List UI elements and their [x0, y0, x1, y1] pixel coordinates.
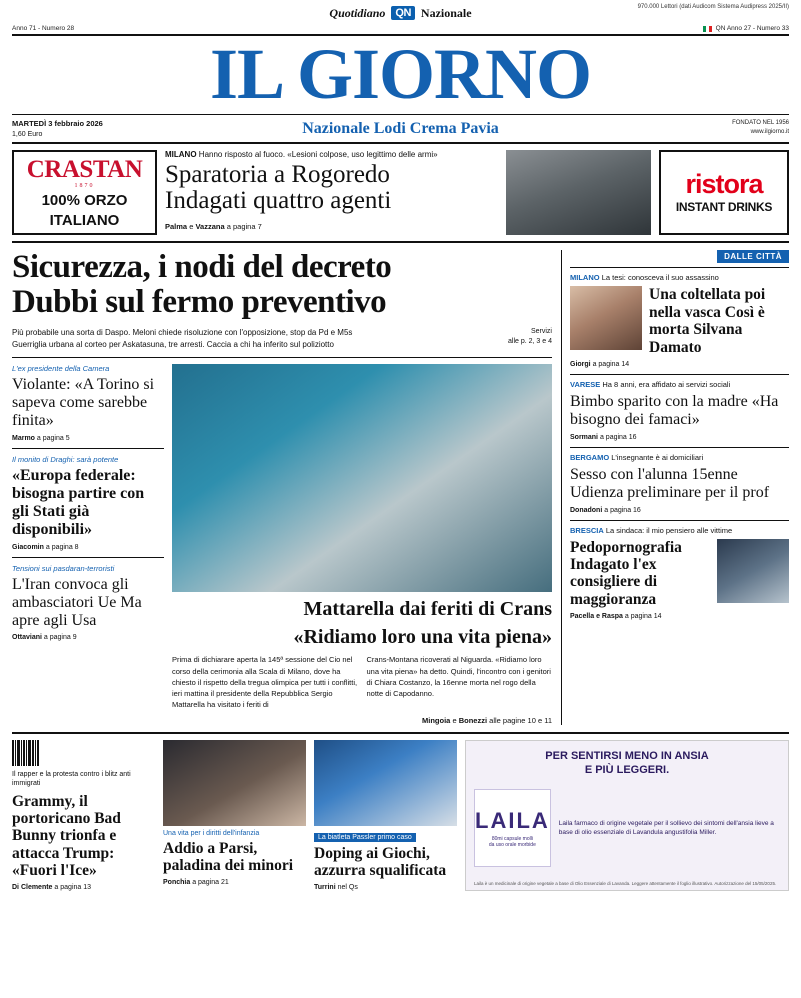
ad-laila-body	[466, 782, 788, 880]
dalle-citta-badge: DALLE CITTÀ	[717, 250, 789, 263]
ristora-sub: INSTANT DRINKS	[675, 200, 773, 215]
side-article-3[interactable]	[12, 564, 164, 648]
side-byline-3-page: a pagina 9	[43, 634, 77, 642]
center-byline-join: e	[452, 715, 457, 725]
bottom-byline-1-page: a pagina 13	[54, 884, 92, 892]
ad-laila-footer: Laila è un medicinale di origine vegetale a base di Olio Essenziale di Lavanda. Leggere attentamente il foglio illustrativo. Autorizzazione del 15/05/2025.	[474, 880, 777, 886]
city-kicker-text-3: L'insegnante è ai domiciliari	[611, 452, 704, 462]
lead-subtitle-line2: Guerriglia urbana al corteo per Askatasuna, tre arresti. Caccia a chi ha inferito sul poliziotto	[12, 340, 334, 350]
bottom-byline-1	[12, 884, 155, 891]
banner-byline-a: Palma	[165, 222, 188, 232]
bottom-label-2: Una vita per i diritti dell'infanzia	[163, 829, 260, 837]
city-byline-1-name: Giorgi	[570, 360, 591, 368]
ad-laila-pack-line2: da uso orale morbide	[488, 842, 536, 849]
crastan-tagline-2: ITALIANO	[49, 211, 120, 229]
ad-ristora[interactable]	[659, 150, 789, 236]
city-byline-2	[570, 434, 789, 441]
banner-city: MILANO	[165, 149, 197, 159]
lead-title-line1: Sicurezza, i nodi del decreto	[12, 249, 392, 286]
city-byline-4-name: Pacella e Raspa	[570, 612, 623, 620]
bottom-byline-2-page: a pagina 21	[192, 879, 229, 887]
city-byline-3-page: a pagina 16	[604, 506, 641, 514]
banner-article[interactable]	[165, 150, 651, 236]
main-content	[12, 243, 789, 724]
side-article-1[interactable]	[12, 364, 164, 449]
barcode	[12, 740, 155, 766]
ad-crastan[interactable]	[12, 150, 157, 236]
side-byline-2	[12, 544, 164, 551]
side-byline-1-name: Marmo	[12, 435, 35, 443]
city-article-2[interactable]	[570, 374, 789, 447]
issue-meta-right: QN Anno 27 - Numero 33	[715, 25, 789, 32]
ad-laila[interactable]	[465, 740, 789, 892]
bottom-title-1: Grammy, il portoricano Bad Bunny trionfa e attacca Trump: «Fuori l'Ice»	[12, 792, 121, 879]
banner-row	[12, 144, 789, 244]
side-byline-3-name: Ottaviani	[12, 634, 42, 642]
lead-article[interactable]	[12, 250, 552, 358]
right-column	[561, 250, 789, 724]
ad-laila-head-line1: PER SENTIRSI MENO IN ANSIA	[545, 749, 709, 762]
city-kicker-3	[570, 453, 789, 462]
audience-note: 970.000 Lettori (dati Audicom Sistema Audipress 2025/II)	[637, 4, 789, 10]
ad-laila-head	[466, 741, 788, 783]
city-photo-1	[570, 286, 642, 350]
price: 1,60 Euro	[12, 130, 43, 138]
city-byline-2-page: a pagina 16	[599, 433, 637, 441]
lead-servizi-pages: alle p. 2, 3 e 4	[508, 338, 552, 346]
bottom-byline-2	[163, 879, 306, 886]
bottom-byline-3	[314, 884, 457, 891]
banner-title-line1: Sparatoria a Rogoredo	[165, 160, 390, 188]
city-name-2: VARESE	[570, 379, 601, 389]
side-kicker-2: Il monito di Draghi: sarà potente	[12, 455, 119, 465]
city-title-1: Una coltellata poi nella vasca Così è morta Silvana Damato	[649, 286, 766, 356]
crastan-year: 1870	[74, 182, 95, 189]
bottom-title-2: Addio a Parsi, paladina dei minori	[163, 839, 294, 874]
bottom-strip	[12, 732, 789, 892]
side-column	[12, 364, 164, 724]
lead-subtitle-row	[12, 327, 552, 358]
side-byline-2-page: a pagina 8	[45, 543, 79, 551]
city-title-3: Sesso con l'alunna 15enne Udienza preliminare per il prof	[570, 465, 770, 501]
banner-byline-page: a pagina 7	[226, 222, 262, 232]
banner-photo	[506, 150, 651, 236]
center-title-line1: Mattarella dai feriti di Crans	[303, 598, 552, 621]
city-byline-1-page: a pagina 14	[592, 360, 630, 368]
bottom-byline-2-name: Ponchia	[163, 879, 191, 887]
city-byline-4	[570, 613, 789, 620]
lead-servizi	[494, 327, 552, 351]
lead-title-line2: Dubbi sul fermo preventivo	[12, 284, 387, 321]
issue-meta-right-group	[703, 25, 789, 32]
crastan-tagline-1: 100% ORZO	[41, 191, 128, 209]
center-byline-a: Mingoia	[422, 715, 451, 725]
dalle-citta-header	[570, 250, 789, 263]
issue-meta-row	[12, 22, 789, 34]
city-title-2: Bimbo sparito con la madre «Ha bisogno dei famaci»	[570, 392, 779, 428]
city-title-4: Pedopornografia Indagato l'ex consigliere di maggioranza	[570, 538, 682, 608]
quotidiano-label: Quotidiano	[329, 5, 386, 20]
bottom-kicker-1: Il rapper e la protesta contro i blitz anti immigrati	[12, 770, 131, 788]
city-article-3[interactable]	[570, 447, 789, 520]
side-byline-3	[12, 634, 164, 641]
city-kicker-4	[570, 526, 789, 535]
ristora-brand: ristora	[685, 169, 763, 200]
side-title-2: «Europa federale: bisogna partire con gli Stati già disponibili»	[12, 467, 145, 538]
city-name-1: MILANO	[570, 273, 600, 283]
italian-flag-icon	[703, 26, 712, 32]
center-byline-page: alle pagine 10 e 11	[489, 715, 552, 725]
city-name-4: BRESCIA	[570, 525, 604, 535]
city-byline-3-name: Donadoni	[570, 506, 603, 514]
editions-label: Nazionale Lodi Crema Pavia	[302, 120, 499, 138]
masthead-subbar	[12, 115, 789, 144]
bottom-article-1[interactable]	[12, 740, 155, 892]
banner-byline-join: e	[189, 222, 194, 232]
ad-laila-pack	[474, 789, 551, 867]
bottom-title-3: Doping ai Giochi, azzurra squalificata	[314, 844, 447, 879]
lead-subtitle-line1: Più probabile una sorta di Daspo. Meloni chiede risoluzione con l'opposizione, stop da Pd e M5s	[12, 328, 353, 338]
center-body	[172, 654, 552, 710]
banner-kicker	[165, 150, 498, 160]
city-byline-2-name: Sormani	[570, 433, 599, 441]
ad-laila-brand: LAILA	[475, 808, 550, 834]
crastan-brand: CRASTAN	[26, 155, 143, 183]
newspaper-front-page	[0, 4, 801, 998]
banner-text	[165, 150, 498, 236]
date-block	[12, 119, 162, 139]
bottom-photo-2	[163, 740, 306, 826]
bottom-photo-3	[314, 740, 457, 826]
side-title-1: Violante: «A Torino si sapeva come sarebbe finita»	[12, 376, 155, 430]
side-kicker-1: L'ex presidente della Camera	[12, 364, 110, 374]
founded-label: FONDATO NEL 1956	[732, 120, 789, 127]
city-byline-4-page: a pagina 14	[624, 612, 662, 620]
banner-byline-b: Vazzana	[195, 222, 225, 232]
page-title: IL GIORNO	[209, 34, 592, 114]
top-strip	[12, 4, 789, 22]
qn-badge: QN	[391, 6, 415, 20]
city-article-4-body	[570, 539, 789, 608]
banner-title-line2: Indagati quattro agenti	[165, 187, 392, 215]
city-byline-1	[570, 361, 789, 368]
left-column	[12, 250, 552, 724]
masthead	[12, 34, 789, 115]
city-article-1[interactable]	[570, 267, 789, 373]
side-article-2[interactable]	[12, 455, 164, 558]
side-byline-1-page: a pagina 5	[36, 435, 70, 443]
bottom-byline-1-name: Di Clemente	[12, 884, 53, 892]
ad-laila-pack-line1: 80mi capsule molli	[491, 836, 533, 843]
banner-byline	[165, 222, 498, 231]
bottom-article-2[interactable]	[163, 740, 306, 892]
banner-kicker-text: Hanno risposto al fuoco. «Lesioni colpose, uso legittimo delle armi»	[198, 149, 438, 159]
side-byline-2-name: Giacomin	[12, 543, 44, 551]
city-kicker-2	[570, 380, 789, 389]
city-article-1-body	[570, 286, 789, 355]
center-byline	[172, 716, 552, 725]
bottom-label-3: La biatleta Passler primo caso	[314, 833, 416, 842]
side-title-3: L'Iran convoca gli ambasciatori Ue Ma apre agli Usa	[12, 575, 142, 629]
ad-laila-head-line2: E PIÙ LEGGERI.	[584, 764, 670, 777]
center-body-col2: Crans-Montana ricoverati al Niguarda. «Ridiamo loro una vita piena» ha detto. Quindi, l'incontro con i genitori di Chiara Costanzo, la 16enne morta nel rogo della notte di Capodanno.	[366, 655, 551, 699]
nazionale-label: Nazionale	[420, 5, 472, 20]
bottom-byline-3-name: Turrini	[314, 884, 336, 892]
bottom-byline-3-page: nel Qs	[337, 884, 358, 892]
qn-logo-group	[329, 6, 471, 21]
city-photo-4	[717, 539, 789, 603]
publication-date: MARTEDÌ 3 febbraio 2026	[12, 119, 103, 129]
city-kicker-text-2: Ha 8 anni, era affidato ai servizi sociali	[602, 379, 731, 389]
city-name-3: BERGAMO	[570, 452, 610, 462]
founded-block	[639, 119, 789, 137]
center-body-col1: Prima di dichiarare aperta la 145ª sessione del Cio nel corso della cerimonia alla Scala di Milano, dove ha chiesto il rispetto della tregua olimpica per tutti i conflitti, ieri mattina il presidente della Repubblica Sergio Mattarella ha visitato i feriti di	[172, 655, 358, 710]
center-photo	[172, 364, 552, 592]
ad-laila-copy: Laila farmaco di origine vegetale per il sollievo dei sintomi dell'ansia lieve a base di olio essenziale di Lavandula angustifolia Miller.	[558, 820, 774, 837]
center-article[interactable]	[172, 364, 552, 724]
lead-subtitle	[12, 327, 484, 351]
bottom-article-3[interactable]	[314, 740, 457, 892]
center-title-line2: «Ridiamo loro una vita piena»	[293, 626, 552, 649]
left-two-column	[12, 358, 552, 724]
city-kicker-text-1: La tesi: conosceva il suo assassino	[601, 273, 719, 283]
center-byline-b: Bonezzi	[458, 715, 488, 725]
city-kicker-1	[570, 273, 789, 282]
lead-servizi-label: Servizi	[530, 328, 552, 336]
city-byline-3	[570, 507, 789, 514]
city-kicker-text-4: La sindaca: il mio pensiero alle vittime	[605, 525, 733, 535]
side-kicker-3: Tensioni sui pasdaran-terroristi	[12, 563, 115, 573]
website-link[interactable]: www.ilgiorno.it	[750, 129, 789, 136]
issue-meta-left: Anno 71 - Numero 28	[12, 25, 75, 32]
city-article-4[interactable]	[570, 520, 789, 626]
side-byline-1	[12, 435, 164, 442]
